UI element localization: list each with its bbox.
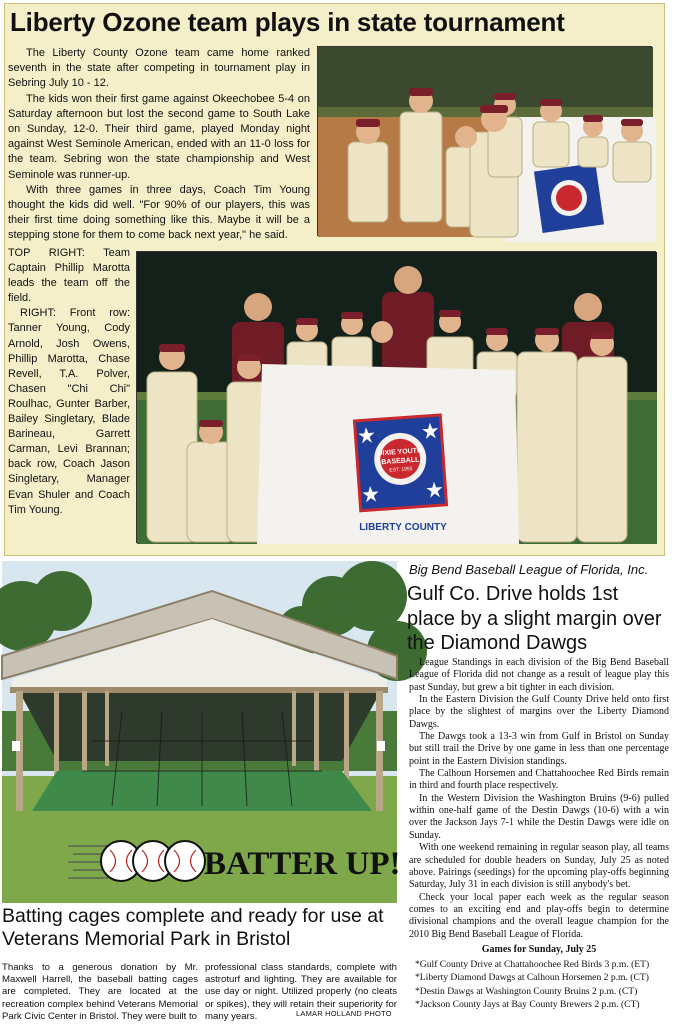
league-story-paragraph: In the Eastern Division the Gulf County Drive held onto first place by the slightest of margins over the Liberty Diamond Dawgs. [409, 694, 669, 730]
games-list [415, 958, 675, 1012]
baseball-icon [165, 841, 205, 881]
league-story-paragraph: Check your local paper each week as the regular season comes to an exciting end and play-offs begin to determine divisional champions and the overall league champion for the 2010 Big Bend Baseball League of Florida. [409, 891, 669, 940]
league-story-paragraph: With one weekend remaining in regular season play, all teams are scheduled for double headers on Sunday, July 25 as noted above. Pairings (seedings) for the upcoming play-offs beginning Saturday, July 31 in each division is still anybody's bet. [409, 842, 669, 891]
league-story-kicker: Big Bend Baseball League of Florida, Inc. [409, 562, 649, 577]
batter-up-text: BATTER UP! [204, 846, 401, 882]
banner-est: EST. 1955 [389, 466, 413, 474]
team-walkoff-photo [317, 46, 652, 236]
team-walkoff-photo-art [318, 47, 653, 237]
game-item: *Gulf County Drive at Chattahoochee Red Birds 3 p.m. (ET) [415, 959, 650, 970]
games-heading: Games for Sunday, July 25 [481, 944, 597, 955]
top-story-paragraph: With three games in three days, Coach Tim Young thought the kids did well. "For 90% of our players, this was their first time doing something like this. Maybe it will be a stepping stone for them to come back next year," he said. [8, 183, 310, 242]
caption-lead: TOP RIGHT: Team Captain Phillip Marotta leads the team off the field. [8, 247, 130, 305]
cages-story-headline: Batting cages complete and ready for use at Veterans Memorial Park in Bristol [2, 905, 384, 950]
team-group-photo-art [137, 252, 657, 544]
game-item: *Liberty Diamond Dawgs at Calhoun Horsemen 2 p.m. (CT) [415, 972, 649, 984]
top-story-body [8, 46, 310, 244]
team-group-photo [136, 251, 656, 543]
top-story-headline: Liberty Ozone team plays in state tournament [10, 7, 565, 37]
game-item: *Jackson County Jays at Bay County Brewers 2 p.m. (CT) [415, 999, 640, 1011]
league-story-body [409, 657, 669, 941]
league-story-paragraph: The Dawgs took a 13-3 win from Gulf in Bristol on Sunday but still trail the Drive by one game in less than one percentage point in the Eastern Division standings. [409, 731, 669, 767]
league-story-paragraph: The Calhoun Horsemen and Chattahoochee Red Birds remain in third and fourth place respectively. [409, 768, 669, 792]
top-story-paragraph: The Liberty County Ozone team came home ranked seventh in the state after competing in tournament play in Sebring July 10 - 12. [8, 47, 310, 90]
league-story-paragraph: In the Western Division the Washington Bruins (9-6) pulled within one-half game of the Destin Dawgs (10-6) with a win over the Jackson Jays 7-1 while the Destin Dawgs were idle on Sunday. [409, 792, 669, 841]
league-story-paragraph: League Standings in each division of the Big Bend Baseball League of Florida did not change as a result of league play this past Sunday, but grew a bit tighter in each division. [409, 657, 669, 693]
caption-body: RIGHT: Front row: Tanner Young, Cody Arnold, Josh Owens, Phillip Marotta, Chase Revell, T.A. Polver, Chasen "Chi Chi" Roulhac, Gunter Barber, Bailey Singletary, Blade Barineau, Garrett Carman, Levi Brannan; back row, Coach Jason Singletary, Manager Evan Shuler and Coach Tim Young. [8, 307, 130, 516]
cages-story-column-1: Thanks to a generous donation by Mr. Maxwell Harrell, the baseball batting cages are completed. They are located at the recreation complex behind Veterans Memorial Park Civic Center in Bristol. They were built to [2, 962, 198, 1022]
cages-story-column-2: professional class standards, complete with astroturf and lighting. They are available for use day or night. Utilized properly (no cleats or spikes), they will retain their superiority for many years. [205, 962, 397, 1022]
game-item: *Destin Dawgs at Washington County Bruins 2 p.m. (CT) [415, 985, 638, 997]
banner-line1: DIXIE YOUTH [377, 447, 423, 458]
top-story-paragraph: The kids won their first game against Okeechobee 5-4 on Saturday afternoon but lost the second game to South Lake on Sunday, 12-0. Their third game, played Monday night against West Seminole American, ended with an 11-0 loss for the team. Sebring won the state championship and West Seminole was runner-up. [8, 92, 310, 181]
banner-team-name: LIBERTY COUNTY [359, 522, 447, 533]
photo-credit: LAMAR HOLLAND PHOTO [296, 1009, 392, 1018]
league-story-headline: Gulf Co. Drive holds 1st place by a slight margin over the Diamond Dawgs [407, 583, 662, 654]
banner-line2: BASEBALL [381, 456, 420, 467]
batter-up-graphic [68, 832, 401, 890]
photo-caption [8, 246, 130, 518]
